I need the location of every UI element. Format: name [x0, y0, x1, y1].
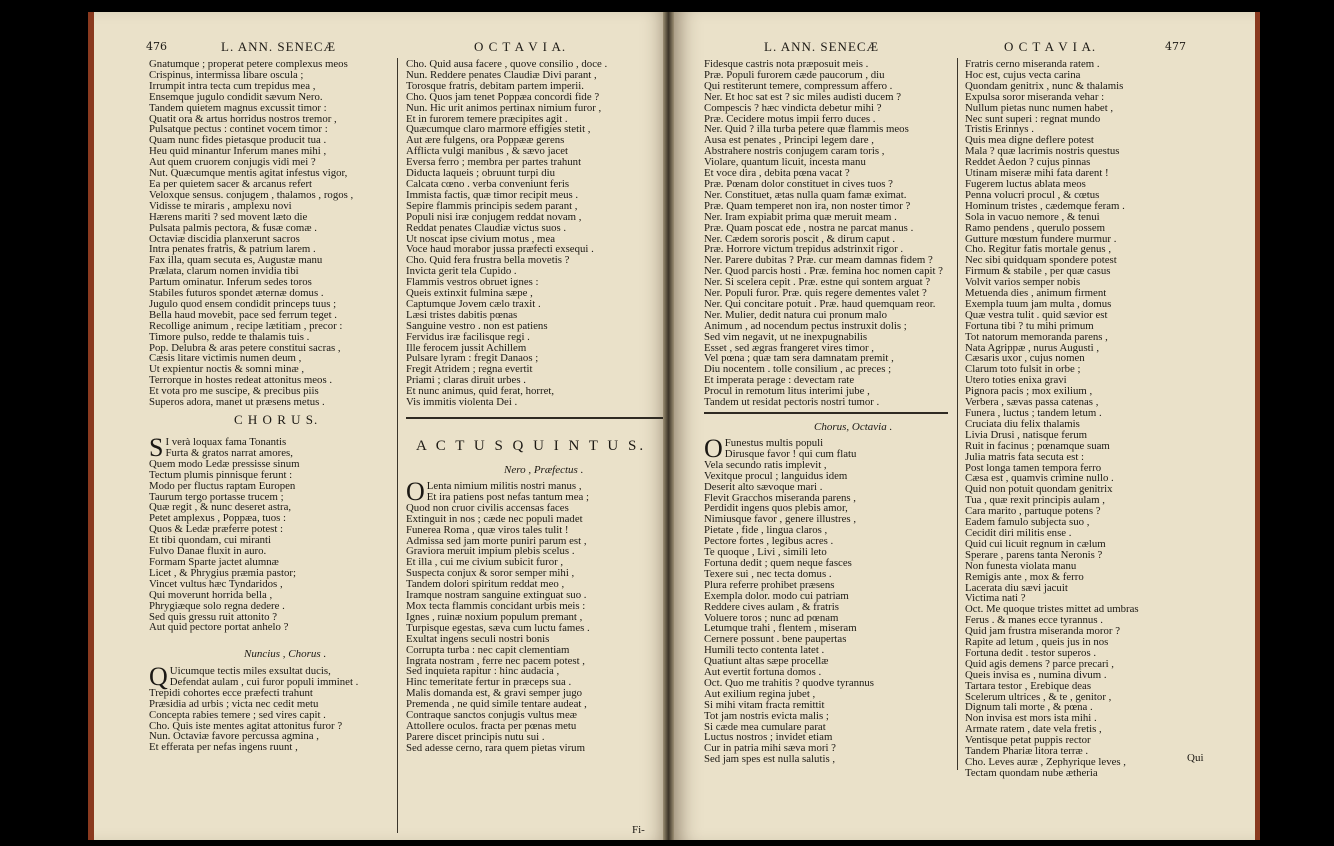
- verse-line: Quam nunc fides pietasque producit tua .: [149, 134, 327, 147]
- verse-line: Tandem ut residat pectoris nostri tumor .: [704, 396, 880, 409]
- verse-line: Exultat ingens seculi nostri bonis: [406, 632, 550, 645]
- verse-line: Quæ vestra tulit . quid sævior est: [965, 308, 1108, 321]
- verse-line: Hinc temeritate fertur in præceps sua .: [406, 676, 572, 689]
- verse-line: Qui restiterunt temere, compressum affero .: [704, 79, 893, 92]
- verse-line: Jugulo quod ensem condidit princeps tuus ;: [149, 297, 337, 310]
- verse-line: Quatiunt altas sæpe procellæ: [704, 655, 829, 668]
- verse-line: Fregit Atridem ; regna evertit: [406, 363, 533, 376]
- chorus-octavia-verse: [704, 434, 954, 766]
- verse-line: Ut noscat ipse civium motus , mea: [406, 232, 556, 245]
- text-column-2: [406, 59, 661, 408]
- verse-line: Præsidia ad urbis ; victa nec cedit metu: [149, 697, 319, 710]
- verse-line: I verà loquax fama Tonantis: [165, 436, 287, 448]
- verse-line: Ner. Parere dubitas ? Præ. cur meam damnas fidem ?: [704, 254, 933, 267]
- verse-line: Ille ferocem jussit Achillem: [406, 341, 527, 354]
- speakers-line: Nero , Præfectus .: [504, 464, 584, 476]
- verse-line: Læsi tristes dabitis pœnas: [406, 308, 518, 321]
- verse-line: Diu nocentem . tolle consilium , ac preces ;: [704, 363, 892, 376]
- verse-line: Bella haud movebit, pace sed ferrum teget .: [149, 308, 337, 321]
- verse-line: Tua , quæ rexit principis aulam ,: [965, 494, 1105, 507]
- verse-line: Ea per quietem sacer & arcanus refert: [149, 177, 313, 190]
- verse-line: Contraque sanctos conjugis vultus meæ: [406, 709, 577, 722]
- page-number: 476: [146, 40, 167, 53]
- verse-line: Fortuna dedit ; quem neque fasces: [704, 556, 852, 569]
- verse-line: Præ. Horrore victum trepidus adstrinxit rigor .: [704, 243, 904, 256]
- verse-line: Flammis vestros obruet ignes :: [406, 276, 539, 289]
- verse-line: Fax illa, quam secuta es, Augustæ manu: [149, 254, 323, 267]
- verse-line: Cho. Quos jam tenet Poppæa concordi fide ?: [406, 90, 600, 103]
- verse-line: Armate ratem , date vela fretis ,: [965, 723, 1102, 736]
- verse-line: Et in furorem temere præcipites agit .: [406, 112, 568, 125]
- verse-line: Quondam genitrix , nunc & thalamis: [965, 79, 1124, 92]
- verse-line: Pop. Delubra & aras petere constitui sacras ,: [149, 341, 341, 354]
- verse-line: Quod non cruor civilis accensas faces: [406, 501, 569, 514]
- verse-line: Ner. Populi furor. Præ. quis regere dementes valet ?: [704, 287, 927, 300]
- verse-line: Præ. Populi furorem cæde paucorum , diu: [704, 68, 885, 81]
- verse-line: Ner. Qui concitare potuit . Præ. haud quemquam reor.: [704, 297, 936, 310]
- verse-line: Tristis Erinnys .: [965, 123, 1034, 136]
- verse-line: Fervidus iræ facilisque regi .: [406, 330, 530, 343]
- verse-line: Irrumpit intra tecta cum trepidus mea ,: [149, 79, 316, 92]
- verse-line: Sanguine vestro . non est patiens: [406, 319, 548, 332]
- verse-line: Quos & Ledæ præferre potest :: [149, 523, 284, 536]
- verse-line: Pietate , fide , lingua claros ,: [704, 524, 828, 537]
- verse-line: Nut. Quæcumque mentis agitat infestus vigor,: [149, 167, 348, 180]
- verse-line: Pectore fortes , legibus acres .: [704, 535, 834, 548]
- verse-line: Fugerem luctus ablata meos: [965, 177, 1086, 190]
- verse-line: Terrorque in hostes redeat attonitus meos .: [149, 374, 333, 387]
- verse-line: Metuenda dies , animum firment: [965, 287, 1107, 300]
- verse-line: Non invisa est mors ista mihi .: [965, 712, 1097, 725]
- running-head-title: O C T A V I A.: [474, 39, 567, 54]
- verse-line: Ner. Iram expiabit prima quæ meruit meam .: [704, 210, 897, 223]
- verse-line: Luctus nostros ; invidet etiam: [704, 731, 833, 744]
- verse-line: Te quoque , Livi , simili leto: [704, 546, 827, 559]
- verse-line: Corrupta turba : nec capit clementiam: [406, 643, 570, 656]
- verse-line: Trepidi cohortes ecce præfecti trahunt: [149, 686, 313, 699]
- verse-line: Heu quid minantur Inferum manes mihi ,: [149, 145, 327, 158]
- verse-line: Tandem quietem magnus excussit timor :: [149, 101, 327, 114]
- section-divider: [406, 417, 664, 419]
- verse-line: Funera , luctus ; tandem letum .: [965, 407, 1102, 419]
- verse-line: Taurum tergo portasse trucem ;: [149, 490, 284, 503]
- verse-line: Texere sui , nec tecta domus .: [704, 567, 832, 580]
- verse-line: Et vota pro me suscipe, & precibus piis: [149, 385, 319, 398]
- verse-line: Petet amplexus , Poppæa, tuos :: [149, 512, 287, 525]
- verse-line: Ensemque jugulo condidit sævum Nero.: [149, 90, 323, 103]
- verse-line: Priami ; claras diruit urbes .: [406, 374, 526, 387]
- verse-line: Gnatumque ; properat petere complexus meos: [149, 58, 348, 70]
- verse-line: Et illa , cui me civium subicit furor ,: [406, 556, 564, 569]
- verse-line: Sepire flammis principis sedem parant ,: [406, 199, 578, 212]
- verse-line: Hoc est, cujus vecta carina: [965, 68, 1081, 81]
- verse-line: Et tibi quondam, cui miranti: [149, 534, 272, 547]
- verse-line: Reddere cives aulam , & fratris: [704, 600, 839, 613]
- verse-line: Ner. Si scelera cepit . Præ. estne qui sontem arguat ?: [704, 276, 931, 289]
- verse-line: Perdidit ingens quos plebis amor,: [704, 502, 848, 515]
- verse-line: Sola in vacuo nemore , & tenui: [965, 210, 1100, 223]
- verse-line: Nec sibi quidquam spondere potest: [965, 254, 1117, 267]
- verse-line: Cæsis litare victimis numen deum ,: [149, 352, 302, 365]
- verse-line: Torosque fratris, debitam partem imperii.: [406, 79, 584, 92]
- verse-line: Modo per fluctus raptam Europen: [149, 479, 296, 492]
- verse-line: Livia Drusi , natisque ferum: [965, 428, 1088, 441]
- verse-line: Diducta laqueis ; obruunt turpi diu: [406, 167, 556, 180]
- verse-line: Suspecta conjux & soror semper mihi ,: [406, 567, 575, 580]
- verse-line: Aut exilium regina jubet ,: [704, 687, 816, 700]
- verse-line: Gutture mœstum fundere murmur .: [965, 232, 1117, 245]
- verse-line: Funerea Roma , quæ viros tales tulit !: [406, 523, 569, 536]
- verse-line: Esset , sed ægras frangeret vires timor ,: [704, 341, 875, 354]
- verse-line: Partum ominatur. Inferum sedes toros: [149, 276, 312, 289]
- nuncius-verse: [149, 662, 399, 754]
- verse-line: Eadem famulo subjecta suo ,: [965, 516, 1090, 529]
- verse-line: Præ. Pœnam dolor constituet in cives tuos ?: [704, 177, 893, 190]
- verse-line: Tot natorum memoranda parens ,: [965, 330, 1108, 343]
- text-column-1: [704, 59, 954, 408]
- verse-line: Clarum toto fulsit in orbe ;: [965, 363, 1081, 376]
- text-column-2: [965, 59, 1235, 779]
- verse-line: Sed jam spes est nulla salutis ,: [704, 753, 836, 766]
- page-number: 477: [1165, 40, 1186, 53]
- verse-line: Reddet Aedon ? cujus pinnas: [965, 156, 1091, 169]
- verse-line: Fidesque castris nota præposuit meis .: [704, 58, 869, 70]
- verse-line: Dignum tali morte , & pœna .: [965, 701, 1093, 714]
- verse-line: Admissa sed jam morte puniri parum est ,: [406, 534, 587, 547]
- text-column-1: [149, 59, 389, 408]
- verse-line: Et ira patiens post nefas tantum mea ;: [426, 490, 589, 503]
- verse-line: Voce haud morabor jussa præfecti exsequi .: [406, 243, 594, 256]
- verse-line: Præ. Quam poscat ede , nostra ne parcat manus .: [704, 221, 914, 234]
- verse-line: Cho. Quid fera frustra bella movetis ?: [406, 254, 570, 267]
- verse-line: Vel pœna ; quæ tam sera damnatam premit ,: [704, 352, 894, 365]
- verse-line: Mala ? quæ lacrimis nostris questus: [965, 145, 1120, 158]
- verse-line: Ignes , ruinæ noxium populum premant ,: [406, 610, 583, 623]
- verse-line: Plura referre prohibet præsens: [704, 578, 835, 591]
- verse-line: Stabiles futuros spondet æternæ domus .: [149, 287, 324, 300]
- verse-line: Oct. Me quoque tristes mittet ad umbras: [965, 603, 1139, 616]
- verse-line: Vidisse te miraris , amplexu novi: [149, 199, 292, 212]
- verse-line: Non funesta violata manu: [965, 559, 1077, 572]
- verse-line: Calcata cœno . verba conveniunt feris: [406, 177, 570, 190]
- verse-line: Cho. Regitur fatis mortale genus ,: [965, 243, 1112, 256]
- verse-line: Vela secundo ratis implevit ,: [704, 458, 827, 471]
- running-head-title: O C T A V I A.: [1004, 39, 1097, 54]
- drop-cap: Q: [149, 662, 168, 691]
- verse-line: Firmum & stabile , per quæ casus: [965, 265, 1111, 278]
- verse-line: Dirusque favor ! qui cum flatu: [724, 447, 857, 460]
- verse-line: Quis mea digne deflere potest: [965, 134, 1094, 147]
- verse-line: Ner. Mulier, dedit natura cui pronum malo: [704, 308, 888, 321]
- verse-line: Malis domanda est, & gravi semper jugo: [406, 687, 583, 700]
- verse-line: Veloxque sensus. conjugem , thalamos , rogos ,: [149, 188, 354, 201]
- verse-line: Exempla dolor. modo cui patriam: [704, 589, 849, 602]
- chorus-heading: C H O R U S.: [234, 412, 319, 427]
- verse-line: Sed inquieta rapitur : hinc audacia ,: [406, 665, 560, 678]
- drop-cap: S: [149, 433, 164, 462]
- verse-line: Parere discet principis nutu sui .: [406, 730, 545, 743]
- verse-line: Post longa tamen tempora ferro: [965, 461, 1102, 474]
- verse-line: Tartara testor , Erebique deas: [965, 679, 1092, 692]
- verse-line: Et nunc animus, quid ferat, horret,: [406, 385, 555, 398]
- verse-line: Populi nisi iræ conjugem reddat novam ,: [406, 210, 582, 223]
- verse-line: Et efferata per nefas ingens ruunt ,: [149, 741, 298, 754]
- verse-line: Invicta gerit tela Cupido .: [406, 265, 517, 278]
- verse-line: Crispinus, intermissa libare oscula ;: [149, 68, 304, 81]
- verse-line: Fortuna dedit . testor superos .: [965, 646, 1097, 659]
- verse-line: Immista factis, quæ timor recipit meus .: [406, 188, 579, 201]
- verse-line: Extinguit in nos ; cæde nec populi madet: [406, 512, 583, 525]
- verse-line: Sed quis gressu ruit attonito ?: [149, 610, 278, 623]
- verse-line: Aut quem cruorem conjugis vidi mei ?: [149, 156, 316, 169]
- verse-line: Sed vim negavit, ut ne inexpugnabilis: [704, 330, 868, 343]
- verse-line: Quæcumque claro marmore effigies stetit ,: [406, 123, 591, 136]
- verse-line: Pulsare lyram : fregit Danaos ;: [406, 352, 539, 365]
- verse-line: Cæsa est , quamvis crimine nullo .: [965, 472, 1114, 485]
- verse-line: Lenta nimium militis nostri manus ,: [426, 480, 582, 492]
- verse-line: Cho. Leves auræ , Zephyrique leves ,: [965, 756, 1127, 768]
- verse-line: Quid cui licuit regnum in cælum: [965, 537, 1106, 550]
- verse-line: Cecidit diri militis ense .: [965, 526, 1072, 539]
- verse-line: Voluere toros ; nunc ad pœnam: [704, 611, 839, 624]
- verse-line: Ner. Et hoc sat est ? sic miles audisti ducem ?: [704, 90, 901, 103]
- verse-line: Fratris cerno miseranda ratem .: [965, 58, 1100, 70]
- right-page: [674, 12, 1260, 840]
- verse-line: Premenda , ne quid simile tentare audeat ,: [406, 698, 587, 711]
- verse-line: Volvit varios semper nobis: [965, 276, 1081, 289]
- verse-line: Animum , ad nocendum pectus instruxit dolis ;: [704, 319, 907, 332]
- verse-line: Queis invisa es , numina divum .: [965, 668, 1107, 681]
- verse-line: Tectam quondam nube ætheria: [965, 766, 1098, 779]
- speakers-line: Nuncius , Chorus .: [244, 648, 327, 660]
- verse-line: Ruit in facinus ; pœnamque suam: [965, 439, 1110, 452]
- verse-line: Formam Sparte jactet alumnæ: [149, 555, 279, 568]
- verse-line: Tot jam nostris evicta malis ;: [704, 709, 829, 722]
- verse-line: Expulsa soror miseranda vehar :: [965, 90, 1105, 103]
- verse-line: Humili tecto contenta latet .: [704, 644, 825, 657]
- verse-line: Cho. Quis iste mentes agitat attonitus furor ?: [149, 719, 343, 732]
- book-gutter: [663, 12, 674, 840]
- verse-line: Aut quid pectore portat anhelo ?: [149, 621, 289, 634]
- verse-line: Iramque nostram sanguine extinguat suo .: [406, 589, 587, 602]
- verse-line: Fortuna tibi ? tu mihi primum: [965, 319, 1094, 332]
- verse-line: Quid non potuit quondam genitrix: [965, 483, 1113, 496]
- verse-line: Qui moverunt horrida bella ,: [149, 588, 273, 601]
- verse-line: Vis immitis violenta Dei .: [406, 396, 518, 409]
- verse-line: Ramo pendens , querulo possem: [965, 221, 1106, 234]
- verse-line: Licet , & Phrygius præmia pastor;: [149, 566, 296, 579]
- speakers-line: Chorus, Octavia .: [814, 421, 893, 433]
- verse-line: Præ. Cecidere motus impii ferro duces .: [704, 112, 876, 125]
- left-page: [88, 12, 669, 840]
- verse-line: Recollige animum , recipe lætitiam , precor :: [149, 319, 343, 332]
- running-head-author: L. ANN. SENECÆ: [764, 39, 880, 54]
- verse-line: Nata Agrippæ , nurus Augusti ,: [965, 341, 1100, 354]
- verse-line: Ventisque petat puppis rector: [965, 734, 1091, 747]
- verse-line: Defendat aulam , cui furor populi imminet .: [169, 675, 359, 688]
- verse-line: Si mihi vitam fracta remittit: [704, 698, 825, 711]
- verse-line: Funestus multis populi: [724, 437, 824, 449]
- verse-line: Intra penates fratris, & patrium larem .: [149, 243, 316, 256]
- verse-line: Pulsatque pectus : continet vocem timor :: [149, 123, 328, 136]
- verse-line: Ferus . & manes ecce tyrannus .: [965, 614, 1103, 627]
- verse-line: Nullum pietas nunc numen habet ,: [965, 101, 1114, 114]
- verse-line: Cara marito , partuque potens ?: [965, 505, 1101, 518]
- verse-line: Nun. Octaviæ favore percussa agmina ,: [149, 730, 319, 743]
- catchword: Fi-: [632, 824, 645, 836]
- verse-line: Rapite ad letum , queis jus in nos: [965, 636, 1109, 649]
- verse-line: Cur in patria mihi sæva mori ?: [704, 742, 836, 755]
- verse-line: Quatit ora & artus horridus nostros tremor ,: [149, 112, 337, 125]
- verse-line: Nun. Hic urit animos pertinax nimium furor ,: [406, 101, 602, 114]
- verse-line: Reddat penates Claudiæ victus suos .: [406, 221, 567, 234]
- column-rule: [397, 58, 398, 833]
- verse-line: Ner. Quid ? illa turba petere quæ flammis meos: [704, 123, 909, 136]
- column-rule: [957, 58, 958, 770]
- verse-line: Violare, quantum licuit, incesta manu: [704, 156, 866, 169]
- verse-line: Ner. Cædem sororis poscit , & dirum caput .: [704, 232, 896, 245]
- verse-line: Oct. Quo me trahitis ? quodve tyrannus: [704, 676, 875, 689]
- verse-line: Utinam miseræ mihi fata darent !: [965, 167, 1109, 180]
- verse-line: Utero toties enixa gravi: [965, 374, 1067, 387]
- verse-line: Sperare , parens tanta Neronis ?: [965, 548, 1103, 561]
- verse-line: Ner. Quod parcis hosti . Præ. femina hoc nomen capit ?: [704, 265, 943, 278]
- verse-line: Tandem Phariæ litora terræ .: [965, 745, 1089, 758]
- verse-line: Ut expientur noctis & somni minæ ,: [149, 363, 305, 376]
- verse-line: Quid jam frustra miseranda moror ?: [965, 625, 1121, 638]
- verse-line: Et imperata perage : devectam rate: [704, 374, 855, 387]
- verse-line: Pulsata palmis pectora, & fusæ comæ .: [149, 221, 317, 234]
- verse-line: Timore pulso, redde te thalamis tuis .: [149, 330, 310, 343]
- verse-line: Nun. Reddere penates Claudiæ Divi parant ,: [406, 68, 597, 81]
- verse-line: Procul in remotum litus interimi jube ,: [704, 385, 870, 398]
- verse-line: Vincet vultus hæc Tyndaridos ,: [149, 577, 283, 590]
- verse-line: Ingrata nostram , ferre nec pacem potest ,: [406, 654, 585, 667]
- verse-line: Quæ regit , & nunc deseret astra,: [149, 501, 292, 514]
- verse-line: Cho. Quid ausa facere , quove consilio , doce .: [406, 58, 608, 70]
- verse-line: Cernere possunt . bene paupertas: [704, 633, 847, 646]
- verse-line: Ausa est penates , Principi legem dare ,: [704, 134, 874, 147]
- verse-line: Superos adora, manet ut præsens metus .: [149, 396, 325, 409]
- verse-line: Scelerum ultrices , & te , genitor ,: [965, 690, 1112, 703]
- verse-line: Quem modo Ledæ pressisse sinum: [149, 457, 300, 470]
- verse-line: Sed adesse cerno, rara quem pietas virum: [406, 741, 585, 754]
- verse-line: Octaviæ discidia planxerunt sacros: [149, 232, 300, 245]
- verse-line: Verbera , sævas passa catenas ,: [965, 396, 1099, 409]
- verse-line: Letumque trahi , flentem , miseram: [704, 622, 857, 635]
- verse-line: Exempla tuum jam multa , domus: [965, 297, 1112, 310]
- verse-line: Uicumque tectis miles exsultat ducis,: [169, 665, 331, 677]
- chorus-verse: [149, 433, 389, 634]
- verse-line: Quid agis demens ? parce precari ,: [965, 657, 1114, 670]
- verse-line: Fulvo Danae fluxit in auro.: [149, 545, 267, 558]
- verse-line: Et voce dira , debita pœna vacat ?: [704, 167, 850, 180]
- verse-line: Abstrahere nostris conjugem caram toris ,: [704, 145, 885, 158]
- verse-line: Prælata, clarum nomen invidia tibi: [149, 265, 299, 278]
- verse-line: Queis extinxit fulmina sæpe ,: [406, 287, 533, 300]
- verse-line: Flevit Gracchos miseranda parens ,: [704, 491, 857, 504]
- verse-line: Turpisque egestas, sæva cum luctu fames .: [406, 621, 590, 634]
- verse-line: Mox tecta flammis concidant urbis meis :: [406, 599, 586, 612]
- verse-line: Si cæde mea cumulare parat: [704, 720, 826, 733]
- verse-line: Pignora pacis ; mox exilium ,: [965, 385, 1093, 398]
- act-heading: A C T U S Q U I N T U S.: [416, 438, 647, 454]
- verse-line: Nec sunt superi : regnat mundo: [965, 112, 1101, 125]
- verse-line: Aut ære fulgens, ora Poppææ gerens: [406, 134, 565, 147]
- running-head-author: L. ANN. SENECÆ: [221, 39, 337, 54]
- verse-line: Penna volucri procul , & cœtus: [965, 188, 1100, 201]
- verse-line: Phrygiæque solo regna dedere .: [149, 599, 285, 612]
- verse-line: Concepta rabies temere ; sed vires capit .: [149, 708, 326, 721]
- verse-line: Hærens mariti ? sed movent læto die: [149, 210, 308, 223]
- verse-line: Furta & gratos narrat amores,: [165, 446, 293, 459]
- verse-line: Afflicta vulgi manibus , & sævo jacet: [406, 145, 569, 158]
- verse-line: Graviora meruit impium plebis scelus .: [406, 545, 575, 558]
- verse-line: Lacerata diu sævi jacuit: [965, 581, 1068, 594]
- verse-line: Ner. Constituet, ætas nulla quam famæ eximat.: [704, 188, 907, 201]
- verse-line: Eversa ferro ; membra per partes trahunt: [406, 156, 582, 169]
- verse-line: Attollere oculos. fracta per pœnas metu: [406, 719, 577, 732]
- verse-line: Julia matris fata secuta est :: [965, 450, 1085, 463]
- verse-line: Compescis ? hæc vindicta debetur mihi ?: [704, 101, 882, 114]
- catchword: Qui: [1187, 752, 1204, 764]
- verse-line: Hominum tristes , cædemque feram .: [965, 199, 1125, 212]
- verse-line: Aut evertit fortuna domos .: [704, 666, 822, 679]
- nero-verse: [406, 477, 664, 754]
- drop-cap: O: [704, 434, 723, 463]
- verse-line: Cæsaris uxor , cujus nomen: [965, 352, 1085, 365]
- verse-line: Deserit alto sævoque mari .: [704, 480, 823, 493]
- verse-line: Victima nati ?: [965, 592, 1026, 605]
- verse-line: Nimiusque favor , genere illustres ,: [704, 513, 857, 526]
- verse-line: Remigis ante , mox & ferro: [965, 570, 1084, 583]
- drop-cap: O: [406, 477, 425, 506]
- verse-line: Tectum plumis pinnisque ferunt :: [149, 468, 293, 481]
- section-divider: [704, 412, 948, 414]
- open-book: [88, 12, 1255, 840]
- verse-line: Vexitque procul ; languidus idem: [704, 469, 848, 482]
- verse-line: Tandem dolori spiritum reddat meo ,: [406, 578, 565, 591]
- verse-line: Præ. Quam temperet non ira, non noster timor ?: [704, 199, 911, 212]
- verse-line: Captumque Jovem cælo traxit .: [406, 297, 541, 310]
- verse-line: Cruciata diu felix thalamis: [965, 417, 1080, 430]
